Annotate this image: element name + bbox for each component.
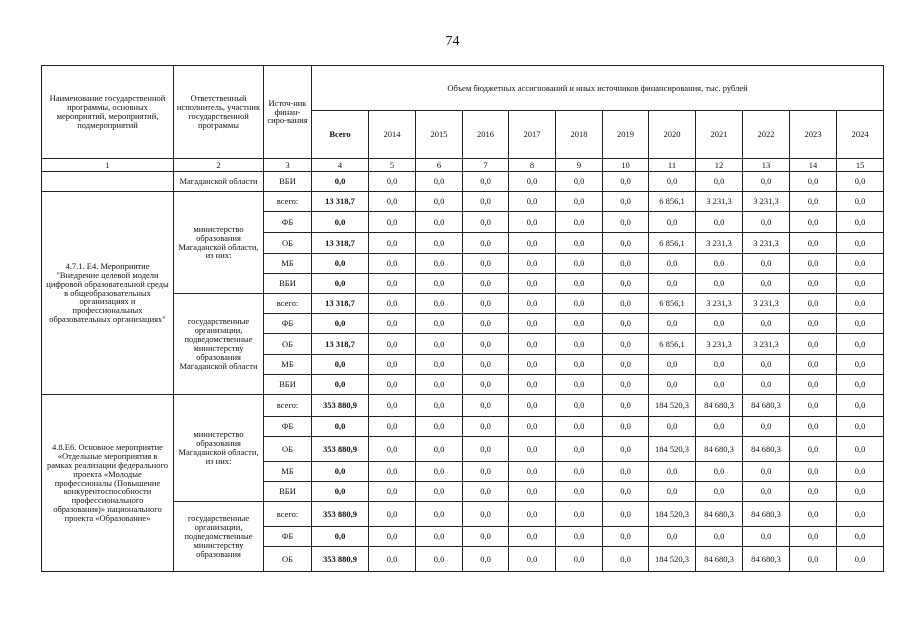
funding-source-cell: ОБ xyxy=(264,233,312,254)
year-value-cell: 0,0 xyxy=(416,355,463,375)
year-value-cell: 0,0 xyxy=(556,294,603,314)
year-value-cell: 84 680,3 xyxy=(743,502,790,527)
executor-cell: министерство образования Магаданской области, из них: xyxy=(174,395,264,502)
year-value-cell: 0,0 xyxy=(837,274,884,294)
year-value-cell: 0,0 xyxy=(416,294,463,314)
year-value-cell: 0,0 xyxy=(743,355,790,375)
year-value-cell: 0,0 xyxy=(556,314,603,334)
year-value-cell: 0,0 xyxy=(463,192,509,212)
year-value-cell: 0,0 xyxy=(790,192,837,212)
year-value-cell: 0,0 xyxy=(463,547,509,572)
year-value-cell: 0,0 xyxy=(369,233,416,254)
year-value-cell: 0,0 xyxy=(743,212,790,233)
year-value-cell: 0,0 xyxy=(509,502,556,527)
year-value-cell: 0,0 xyxy=(696,355,743,375)
year-value-cell: 0,0 xyxy=(509,482,556,502)
year-value-cell: 0,0 xyxy=(790,172,837,192)
total-cell: 353 880,9 xyxy=(312,437,369,462)
year-value-cell: 0,0 xyxy=(790,482,837,502)
year-value-cell: 84 680,3 xyxy=(696,502,743,527)
year-value-cell: 0,0 xyxy=(509,233,556,254)
year-value-cell: 0,0 xyxy=(556,212,603,233)
table-row xyxy=(42,395,884,417)
header-source: Источ-ник финан-сиро-вания xyxy=(264,66,312,159)
funding-source-cell: ОБ xyxy=(264,334,312,355)
year-value-cell: 0,0 xyxy=(463,314,509,334)
total-cell: 0,0 xyxy=(312,212,369,233)
year-value-cell: 84 680,3 xyxy=(696,437,743,462)
year-value-cell: 0,0 xyxy=(509,274,556,294)
column-number: 9 xyxy=(556,159,603,172)
year-value-cell: 3 231,3 xyxy=(696,192,743,212)
year-value-cell: 0,0 xyxy=(790,294,837,314)
year-value-cell: 0,0 xyxy=(649,254,696,274)
year-value-cell: 0,0 xyxy=(837,172,884,192)
year-value-cell: 0,0 xyxy=(416,417,463,437)
year-value-cell: 0,0 xyxy=(556,547,603,572)
year-value-cell: 0,0 xyxy=(369,355,416,375)
funding-source-cell: ОБ xyxy=(264,547,312,572)
year-value-cell: 0,0 xyxy=(743,254,790,274)
year-value-cell: 3 231,3 xyxy=(743,233,790,254)
year-value-cell: 0,0 xyxy=(696,274,743,294)
year-value-cell: 0,0 xyxy=(649,417,696,437)
total-cell: 353 880,9 xyxy=(312,547,369,572)
year-value-cell: 0,0 xyxy=(790,274,837,294)
year-value-cell: 184 520,3 xyxy=(649,547,696,572)
year-value-cell: 0,0 xyxy=(837,395,884,417)
year-value-cell: 0,0 xyxy=(603,462,649,482)
year-value-cell: 0,0 xyxy=(696,417,743,437)
funding-source-cell: ФБ xyxy=(264,417,312,437)
year-value-cell: 6 856,1 xyxy=(649,294,696,314)
year-value-cell: 0,0 xyxy=(509,254,556,274)
header-year: 2018 xyxy=(556,111,603,159)
year-value-cell: 0,0 xyxy=(556,375,603,395)
column-number: 6 xyxy=(416,159,463,172)
total-cell: 0,0 xyxy=(312,462,369,482)
year-value-cell: 0,0 xyxy=(649,172,696,192)
year-value-cell: 0,0 xyxy=(509,212,556,233)
year-value-cell: 84 680,3 xyxy=(743,395,790,417)
header-year: 2015 xyxy=(416,111,463,159)
year-value-cell: 0,0 xyxy=(603,192,649,212)
header-year: 2017 xyxy=(509,111,556,159)
header-year: 2023 xyxy=(790,111,837,159)
year-value-cell: 0,0 xyxy=(603,233,649,254)
year-value-cell: 0,0 xyxy=(790,547,837,572)
header-numbers-row xyxy=(42,159,884,172)
total-cell: 353 880,9 xyxy=(312,395,369,417)
total-cell: 0,0 xyxy=(312,375,369,395)
column-number: 8 xyxy=(509,159,556,172)
year-value-cell: 0,0 xyxy=(790,254,837,274)
year-value-cell: 0,0 xyxy=(603,437,649,462)
funding-source-cell: ФБ xyxy=(264,314,312,334)
year-value-cell: 0,0 xyxy=(649,527,696,547)
year-value-cell: 0,0 xyxy=(743,417,790,437)
year-value-cell: 0,0 xyxy=(509,172,556,192)
year-value-cell: 0,0 xyxy=(369,334,416,355)
year-value-cell: 0,0 xyxy=(416,212,463,233)
year-value-cell: 3 231,3 xyxy=(743,334,790,355)
year-value-cell: 0,0 xyxy=(696,462,743,482)
header-year: 2019 xyxy=(603,111,649,159)
table-row xyxy=(42,172,884,192)
year-value-cell: 0,0 xyxy=(696,375,743,395)
total-cell: 13 318,7 xyxy=(312,294,369,314)
funding-source-cell: всего: xyxy=(264,395,312,417)
year-value-cell: 0,0 xyxy=(837,437,884,462)
year-value-cell: 84 680,3 xyxy=(743,437,790,462)
year-value-cell: 0,0 xyxy=(603,355,649,375)
year-value-cell: 184 520,3 xyxy=(649,502,696,527)
year-value-cell: 0,0 xyxy=(603,172,649,192)
year-value-cell: 84 680,3 xyxy=(696,547,743,572)
year-value-cell: 0,0 xyxy=(837,482,884,502)
year-value-cell: 0,0 xyxy=(463,462,509,482)
year-value-cell: 0,0 xyxy=(416,172,463,192)
year-value-cell: 0,0 xyxy=(790,355,837,375)
year-value-cell: 0,0 xyxy=(416,254,463,274)
year-value-cell: 0,0 xyxy=(556,192,603,212)
year-value-cell: 0,0 xyxy=(463,254,509,274)
total-cell: 13 318,7 xyxy=(312,192,369,212)
year-value-cell: 0,0 xyxy=(837,212,884,233)
year-value-cell: 0,0 xyxy=(509,314,556,334)
column-number: 5 xyxy=(369,159,416,172)
total-cell: 0,0 xyxy=(312,417,369,437)
header-year: 2014 xyxy=(369,111,416,159)
total-cell: 0,0 xyxy=(312,254,369,274)
year-value-cell: 0,0 xyxy=(837,547,884,572)
year-value-cell: 0,0 xyxy=(509,437,556,462)
funding-source-cell: МБ xyxy=(264,355,312,375)
year-value-cell: 0,0 xyxy=(790,212,837,233)
column-number: 10 xyxy=(603,159,649,172)
year-value-cell: 0,0 xyxy=(603,482,649,502)
year-value-cell: 0,0 xyxy=(603,334,649,355)
year-value-cell: 0,0 xyxy=(603,417,649,437)
funding-source-cell: ФБ xyxy=(264,527,312,547)
year-value-cell: 0,0 xyxy=(603,212,649,233)
year-value-cell: 0,0 xyxy=(463,437,509,462)
total-cell: 353 880,9 xyxy=(312,502,369,527)
year-value-cell: 0,0 xyxy=(556,334,603,355)
table-row xyxy=(42,192,884,212)
year-value-cell: 0,0 xyxy=(509,547,556,572)
header-year: 2021 xyxy=(696,111,743,159)
year-value-cell: 0,0 xyxy=(369,482,416,502)
total-cell: 0,0 xyxy=(312,482,369,502)
header-row xyxy=(42,66,884,111)
funding-source-cell: всего: xyxy=(264,192,312,212)
activity-name-cell xyxy=(42,172,174,192)
header-year: 2020 xyxy=(649,111,696,159)
year-value-cell: 0,0 xyxy=(369,314,416,334)
year-value-cell: 0,0 xyxy=(556,172,603,192)
column-number: 1 xyxy=(42,159,174,172)
year-value-cell: 0,0 xyxy=(509,417,556,437)
year-value-cell: 0,0 xyxy=(837,254,884,274)
year-value-cell: 0,0 xyxy=(790,334,837,355)
executor-cell: государственные организации, подведомственные министерству образования Магаданской области xyxy=(174,294,264,395)
funding-source-cell: ВБИ xyxy=(264,375,312,395)
executor-cell: государственные организации, подведомственные министерству образования xyxy=(174,502,264,572)
page-number: 74 xyxy=(445,34,460,49)
year-value-cell: 0,0 xyxy=(790,502,837,527)
year-value-cell: 0,0 xyxy=(463,233,509,254)
year-value-cell: 0,0 xyxy=(509,192,556,212)
header-executor: Ответственный исполнитель, участник государственной программы xyxy=(174,66,264,159)
funding-source-cell: ВБИ xyxy=(264,172,312,192)
year-value-cell: 6 856,1 xyxy=(649,334,696,355)
executor-cell: министерство образования Магаданской области, из них: xyxy=(174,192,264,294)
year-value-cell: 0,0 xyxy=(696,314,743,334)
year-value-cell: 0,0 xyxy=(369,502,416,527)
year-value-cell: 0,0 xyxy=(556,417,603,437)
year-value-cell: 0,0 xyxy=(463,212,509,233)
year-value-cell: 0,0 xyxy=(463,294,509,314)
year-value-cell: 0,0 xyxy=(790,527,837,547)
year-value-cell: 0,0 xyxy=(603,527,649,547)
year-value-cell: 0,0 xyxy=(416,462,463,482)
year-value-cell: 0,0 xyxy=(649,212,696,233)
column-number: 7 xyxy=(463,159,509,172)
total-cell: 0,0 xyxy=(312,172,369,192)
year-value-cell: 0,0 xyxy=(649,462,696,482)
year-value-cell: 0,0 xyxy=(509,334,556,355)
year-value-cell: 6 856,1 xyxy=(649,233,696,254)
year-value-cell: 0,0 xyxy=(463,172,509,192)
total-cell: 13 318,7 xyxy=(312,233,369,254)
year-value-cell: 0,0 xyxy=(416,395,463,417)
year-value-cell: 0,0 xyxy=(837,192,884,212)
year-value-cell: 0,0 xyxy=(743,274,790,294)
year-value-cell: 0,0 xyxy=(416,375,463,395)
activity-name-cell: 4.8.Е6. Основное мероприятие «Отдельные мероприятия в рамках реализации федерального проекта «Молодые профессионалы (Повышение конкурентоспособности профессионального образования)» национального проекта «Образование» xyxy=(42,395,174,572)
year-value-cell: 0,0 xyxy=(649,375,696,395)
funding-source-cell: ВБИ xyxy=(264,482,312,502)
year-value-cell: 0,0 xyxy=(416,527,463,547)
year-value-cell: 0,0 xyxy=(509,395,556,417)
header-name: Наименование государственной программы, основных мероприятий, мероприятий, подмероприятий xyxy=(42,66,174,159)
year-value-cell: 0,0 xyxy=(837,527,884,547)
year-value-cell: 0,0 xyxy=(603,375,649,395)
year-value-cell: 0,0 xyxy=(603,502,649,527)
year-value-cell: 3 231,3 xyxy=(696,233,743,254)
year-value-cell: 0,0 xyxy=(696,254,743,274)
year-value-cell: 0,0 xyxy=(837,314,884,334)
year-value-cell: 0,0 xyxy=(743,462,790,482)
year-value-cell: 0,0 xyxy=(649,355,696,375)
year-value-cell: 0,0 xyxy=(649,314,696,334)
year-value-cell: 0,0 xyxy=(509,355,556,375)
year-value-cell: 0,0 xyxy=(416,274,463,294)
year-value-cell: 0,0 xyxy=(837,502,884,527)
column-number: 2 xyxy=(174,159,264,172)
year-value-cell: 0,0 xyxy=(416,192,463,212)
year-value-cell: 84 680,3 xyxy=(743,547,790,572)
year-value-cell: 0,0 xyxy=(463,355,509,375)
year-value-cell: 0,0 xyxy=(837,417,884,437)
column-number: 14 xyxy=(790,159,837,172)
year-value-cell: 0,0 xyxy=(603,254,649,274)
year-value-cell: 0,0 xyxy=(509,462,556,482)
funding-source-cell: МБ xyxy=(264,462,312,482)
year-value-cell: 0,0 xyxy=(463,482,509,502)
year-value-cell: 3 231,3 xyxy=(743,294,790,314)
year-value-cell: 0,0 xyxy=(649,274,696,294)
year-value-cell: 0,0 xyxy=(837,334,884,355)
header-year: 2016 xyxy=(463,111,509,159)
year-value-cell: 0,0 xyxy=(369,462,416,482)
year-value-cell: 0,0 xyxy=(603,274,649,294)
year-value-cell: 3 231,3 xyxy=(743,192,790,212)
year-value-cell: 0,0 xyxy=(837,355,884,375)
total-cell: 0,0 xyxy=(312,527,369,547)
year-value-cell: 6 856,1 xyxy=(649,192,696,212)
year-value-cell: 0,0 xyxy=(696,527,743,547)
year-value-cell: 0,0 xyxy=(790,375,837,395)
year-value-cell: 0,0 xyxy=(509,375,556,395)
year-value-cell: 0,0 xyxy=(790,314,837,334)
year-value-cell: 0,0 xyxy=(696,212,743,233)
year-value-cell: 0,0 xyxy=(509,527,556,547)
year-value-cell: 0,0 xyxy=(837,294,884,314)
column-number: 11 xyxy=(649,159,696,172)
year-value-cell: 0,0 xyxy=(790,437,837,462)
year-value-cell: 0,0 xyxy=(556,502,603,527)
year-value-cell: 0,0 xyxy=(790,417,837,437)
year-value-cell: 0,0 xyxy=(556,233,603,254)
year-value-cell: 0,0 xyxy=(369,547,416,572)
year-value-cell: 0,0 xyxy=(556,254,603,274)
year-value-cell: 0,0 xyxy=(463,527,509,547)
year-value-cell: 0,0 xyxy=(369,527,416,547)
year-value-cell: 184 520,3 xyxy=(649,395,696,417)
year-value-cell: 0,0 xyxy=(603,395,649,417)
year-value-cell: 0,0 xyxy=(369,417,416,437)
year-value-cell: 0,0 xyxy=(603,547,649,572)
year-value-cell: 0,0 xyxy=(790,233,837,254)
year-value-cell: 0,0 xyxy=(416,482,463,502)
year-value-cell: 0,0 xyxy=(463,395,509,417)
year-value-cell: 0,0 xyxy=(556,274,603,294)
year-value-cell: 184 520,3 xyxy=(649,437,696,462)
funding-source-cell: ОБ xyxy=(264,437,312,462)
header-total: Всего xyxy=(312,111,369,159)
total-cell: 0,0 xyxy=(312,274,369,294)
year-value-cell: 0,0 xyxy=(416,437,463,462)
year-value-cell: 0,0 xyxy=(463,334,509,355)
year-value-cell: 0,0 xyxy=(556,462,603,482)
year-value-cell: 0,0 xyxy=(556,437,603,462)
activity-name-cell: 4.7.1. Е4. Мероприятие "Внедрение целевой модели цифровой образовательной среды в общеобразовательных организациях и профессиональных образовательных организациях" xyxy=(42,192,174,395)
year-value-cell: 0,0 xyxy=(837,233,884,254)
executor-cell: Магаданской области xyxy=(174,172,264,192)
year-value-cell: 0,0 xyxy=(696,172,743,192)
year-value-cell: 0,0 xyxy=(463,274,509,294)
year-value-cell: 0,0 xyxy=(369,192,416,212)
funding-source-cell: МБ xyxy=(264,254,312,274)
year-value-cell: 0,0 xyxy=(556,355,603,375)
total-cell: 0,0 xyxy=(312,355,369,375)
year-value-cell: 0,0 xyxy=(743,314,790,334)
funding-source-cell: ВБИ xyxy=(264,274,312,294)
year-value-cell: 0,0 xyxy=(603,314,649,334)
year-value-cell: 0,0 xyxy=(369,437,416,462)
year-value-cell: 0,0 xyxy=(837,375,884,395)
year-value-cell: 0,0 xyxy=(556,527,603,547)
year-value-cell: 0,0 xyxy=(649,482,696,502)
year-value-cell: 0,0 xyxy=(416,314,463,334)
year-value-cell: 0,0 xyxy=(369,254,416,274)
budget-table xyxy=(41,65,884,572)
year-value-cell: 0,0 xyxy=(556,395,603,417)
year-value-cell: 0,0 xyxy=(416,334,463,355)
year-value-cell: 0,0 xyxy=(743,527,790,547)
year-value-cell: 3 231,3 xyxy=(696,334,743,355)
year-value-cell: 84 680,3 xyxy=(696,395,743,417)
year-value-cell: 0,0 xyxy=(369,212,416,233)
year-value-cell: 0,0 xyxy=(790,395,837,417)
funding-source-cell: всего: xyxy=(264,502,312,527)
year-value-cell: 0,0 xyxy=(416,502,463,527)
year-value-cell: 0,0 xyxy=(790,462,837,482)
column-number: 15 xyxy=(837,159,884,172)
year-value-cell: 3 231,3 xyxy=(696,294,743,314)
column-number: 13 xyxy=(743,159,790,172)
year-value-cell: 0,0 xyxy=(837,462,884,482)
year-value-cell: 0,0 xyxy=(743,482,790,502)
funding-source-cell: всего: xyxy=(264,294,312,314)
year-value-cell: 0,0 xyxy=(416,233,463,254)
total-cell: 13 318,7 xyxy=(312,334,369,355)
year-value-cell: 0,0 xyxy=(369,294,416,314)
year-value-cell: 0,0 xyxy=(463,417,509,437)
column-number: 4 xyxy=(312,159,369,172)
year-value-cell: 0,0 xyxy=(369,375,416,395)
funding-source-cell: ФБ xyxy=(264,212,312,233)
year-value-cell: 0,0 xyxy=(743,375,790,395)
year-value-cell: 0,0 xyxy=(369,395,416,417)
year-value-cell: 0,0 xyxy=(369,274,416,294)
column-number: 3 xyxy=(264,159,312,172)
year-value-cell: 0,0 xyxy=(463,502,509,527)
year-value-cell: 0,0 xyxy=(743,172,790,192)
header-year: 2024 xyxy=(837,111,884,159)
year-value-cell: 0,0 xyxy=(463,375,509,395)
year-value-cell: 0,0 xyxy=(509,294,556,314)
year-value-cell: 0,0 xyxy=(696,482,743,502)
year-value-cell: 0,0 xyxy=(556,482,603,502)
year-value-cell: 0,0 xyxy=(603,294,649,314)
total-cell: 0,0 xyxy=(312,314,369,334)
year-value-cell: 0,0 xyxy=(416,547,463,572)
column-number: 12 xyxy=(696,159,743,172)
year-value-cell: 0,0 xyxy=(369,172,416,192)
header-year: 2022 xyxy=(743,111,790,159)
header-amount-group: Объем бюджетных ассигнований и иных источников финансирования, тыс. рублей xyxy=(312,66,884,111)
